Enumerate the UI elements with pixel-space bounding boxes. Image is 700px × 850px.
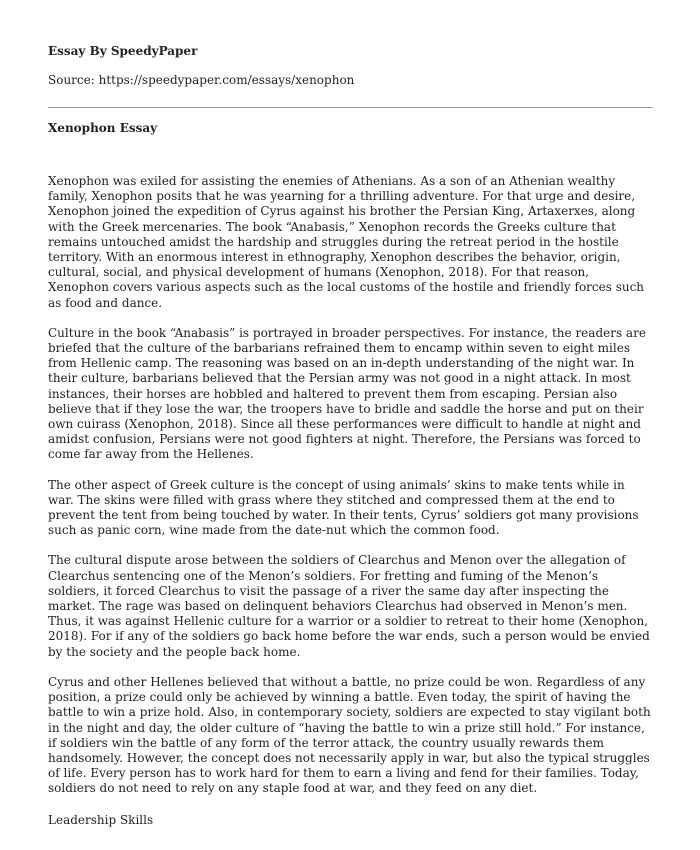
essay-body xyxy=(48,174,653,828)
section-heading-leadership-skills: Leadership Skills xyxy=(48,812,154,827)
essay-paragraph: Xenophon was exiled for assisting the enemies of Athenians. As a son of an Athenian wealthy family, Xenophon posits that he was yearning for a thrilling adventure. For that urge and desire, Xenophon joined the expedition of Cyrus against his brother the Persian King, Artaxerxes, along with the Greek mercenaries. The book “Anabasis,” Xenophon records the Greeks culture that remains untouched amidst the hardship and struggles during the retreat period in the hostile territory. With an enormous interest in ethnography, Xenophon describes the behavior, origin, cultural, social, and physical development of humans (Xenophon, 2018). For that reason, Xenophon covers various aspects such as the local customs of the hostile and friendly forces such as food and dance. xyxy=(48,174,645,310)
essay-paragraph: Culture in the book “Anabasis” is portrayed in broader perspectives. For instance, the readers are briefed that the culture of the barbarians refrained them to encamp within seven to eight miles from Hellenic camp. The reasoning was based on an in-depth understanding of the night war. In their culture, barbarians believed that the Persian army was not good in a night attack. In most instances, their horses are hobbled and haltered to prevent them from escaping. Persian also believe that if they lose the war, the troopers have to bridle and saddle the horse and put on their own cuirass (Xenophon, 2018). Since all these performances were difficult to handle at night and amidst confusion, Persians were not good fighters at night. Therefore, the Persians was forced to come far away from the Hellenes. xyxy=(48,325,646,462)
document-header-title: Essay By SpeedyPaper xyxy=(48,44,198,58)
document-source-line: Source: https://speedypaper.com/essays/xenophon xyxy=(48,73,355,87)
essay-paragraph: The cultural dispute arose between the soldiers of Clearchus and Menon over the allegation of Clearchus sentencing one of the Menon’s soldiers. For fretting and fuming of the Menon’s soldiers, it forced Clearchus to visit the passage of a river the same day after inspecting the market. The rage was based on delinquent behaviors Clearchus had observed in Menon’s men. Thus, it was against Hellenic culture for a warrior or a soldier to retreat to their home (Xenophon, 2018). For if any of the soldiers go back home before the war ends, such a person would be envied by the society and the people back home. xyxy=(48,553,650,659)
header-divider xyxy=(48,107,653,108)
essay-paragraph: Cyrus and other Hellenes believed that without a battle, no prize could be won. Regardless of any position, a prize could only be achieved by winning a battle. Even today, the spirit of having the battle to win a prize hold. Also, in contemporary society, soldiers are expected to stay vigilant both in the night and day, the older culture of “having the battle to win a prize still hold.” For instance, if soldiers win the battle of any form of the terror attack, the country usually rewards them handsomely. However, the concept does not necessarily apply in war, but also the typical struggles of life. Every person has to work hard for them to earn a living and fend for their families. Today, soldiers do not need to rely on any staple food at war, and they feed on any diet. xyxy=(48,674,651,796)
essay-paragraph: The other aspect of Greek culture is the concept of using animals’ skins to make tents while in war. The skins were filled with grass where they stitched and compressed them at the end to prevent the tent from being touched by water. In their tents, Cyrus’ soldiers got many provisions such as panic corn, wine made from the date-nut which the common food. xyxy=(48,477,639,538)
essay-title: Xenophon Essay xyxy=(48,121,158,135)
